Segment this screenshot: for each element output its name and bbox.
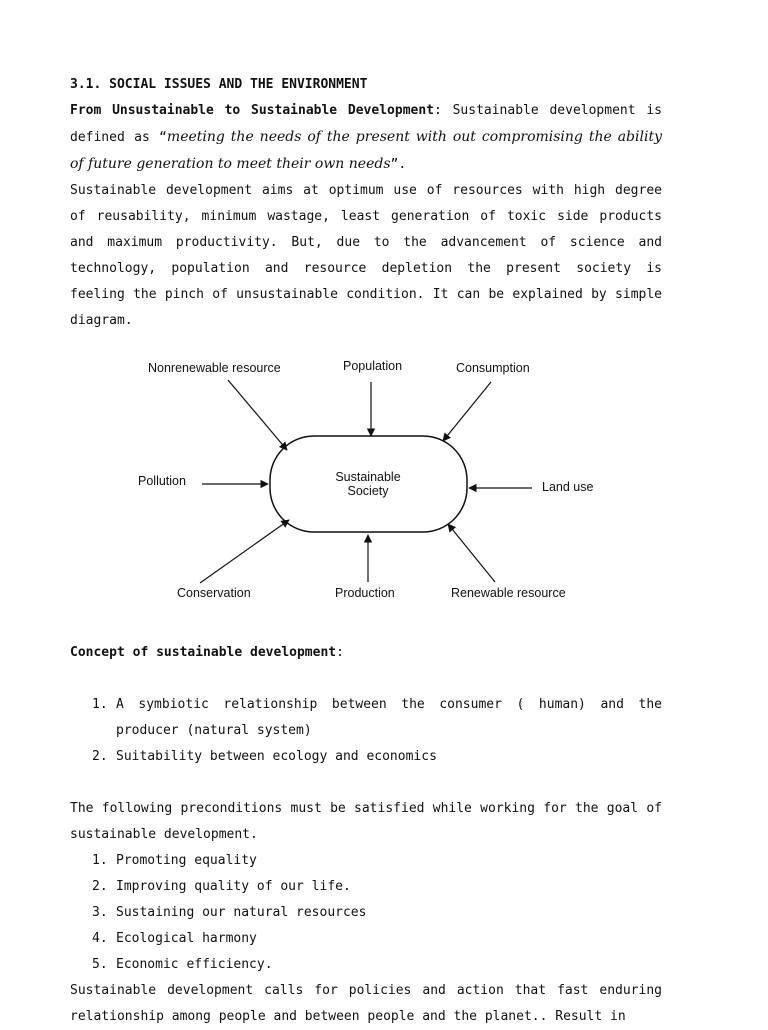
list-item-text: Economic efficiency. — [116, 957, 273, 972]
list-item — [70, 848, 662, 874]
preconditions-list — [70, 848, 662, 978]
arrow-conservation — [200, 520, 289, 583]
list-item — [70, 874, 662, 900]
center-node-label — [323, 470, 413, 498]
intro-definition-text: : Sustainable development is defined as “ — [70, 103, 662, 145]
concept-list — [70, 692, 662, 770]
list-item-number: 5. — [92, 957, 108, 972]
list-item-text: Promoting equality — [116, 853, 257, 868]
label-land-use: Land use — [542, 480, 594, 494]
list-item-number: 3. — [92, 905, 108, 920]
list-item-number: 1. — [92, 853, 108, 868]
preconditions-intro: The following preconditions must be satisfied while working for the goal of sustainable development. — [70, 801, 662, 842]
definition-quote: meeting the needs of the present with out compromising the ability of future generation to meet their own needs — [70, 129, 662, 172]
list-item — [70, 926, 662, 952]
arrow-consumption — [443, 382, 491, 441]
center-label-line2: Society — [347, 484, 389, 498]
intro-paragraph — [70, 98, 662, 178]
label-population: Population — [343, 359, 403, 373]
intro-quote-close: ”. — [390, 157, 407, 172]
list-item-text: Ecological harmony — [116, 931, 257, 946]
list-item-text: A symbiotic relationship between the consumer ( human) and the producer (natural system) — [116, 697, 662, 738]
document-page — [70, 72, 662, 1030]
list-item-number: 2. — [92, 879, 108, 894]
arrow-nonrenewable — [228, 380, 287, 450]
list-item — [70, 900, 662, 926]
list-item-text: Improving quality of our life. — [116, 879, 351, 894]
list-item — [70, 744, 662, 770]
label-conservation: Conservation — [177, 586, 251, 600]
label-nonrenewable-resource: Nonrenewable resource — [148, 361, 281, 375]
sustainable-society-diagram — [115, 354, 594, 612]
label-production: Production — [335, 586, 395, 600]
center-label-line1: Sustainable — [335, 470, 401, 484]
label-pollution: Pollution — [138, 474, 186, 488]
concept-title: Concept of sustainable development — [70, 645, 337, 660]
list-item-number: 4. — [92, 931, 108, 946]
list-item-text: Sustaining our natural resources — [116, 905, 367, 920]
list-item-number: 1. — [92, 697, 108, 712]
intro-bold-lead: From Unsustainable to Sustainable Development — [70, 103, 434, 118]
concept-heading — [70, 640, 662, 666]
arrow-renewable — [448, 524, 495, 582]
section-heading: 3.1. SOCIAL ISSUES AND THE ENVIRONMENT — [70, 77, 368, 92]
list-item-text: Suitability between ecology and economics — [116, 749, 437, 764]
list-item — [70, 952, 662, 978]
label-consumption: Consumption — [456, 361, 530, 375]
aims-paragraph: Sustainable development aims at optimum use of resources with high degree of reusability, minimum wastage, least generation of toxic side products and maximum productivity. But, due to the advancement of science and technology, population and resource depletion the present society is feeling the pinch of unsustainable condition. It can be explained by simple diagram. — [70, 183, 662, 328]
concept-title-colon: : — [336, 645, 344, 660]
label-renewable-resource: Renewable resource — [451, 586, 566, 600]
list-item-number: 2. — [92, 749, 108, 764]
list-item — [70, 692, 662, 744]
closing-paragraph: Sustainable development calls for policies and action that fast enduring relationship among people and between people and the planet.. Result in — [70, 983, 662, 1024]
